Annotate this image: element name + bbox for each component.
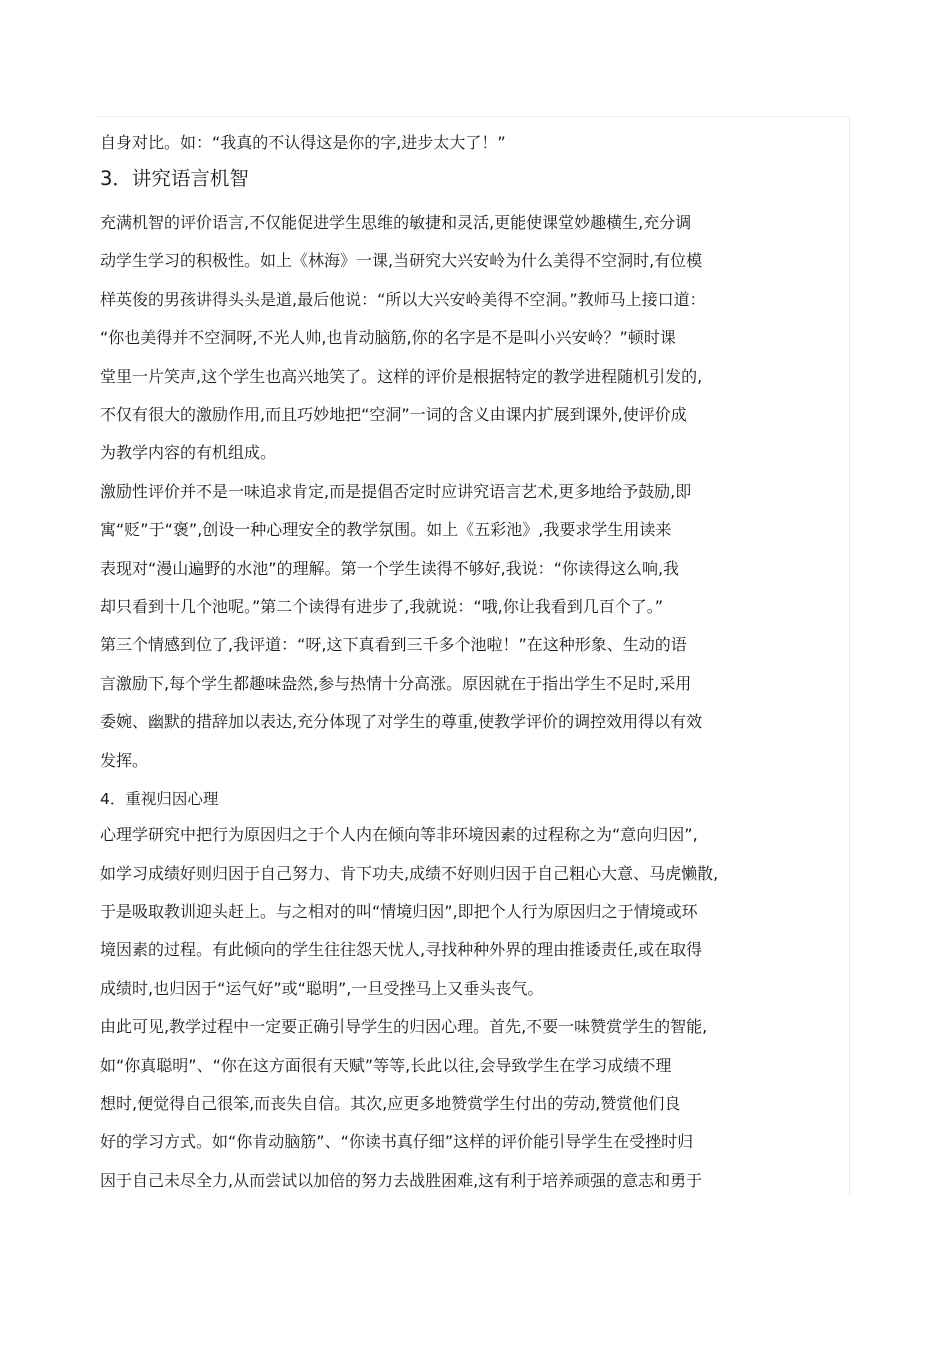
text-line: 成绩时,也归因于“运气好”或“聪明”,一旦受挫马上又垂头丧气。: [100, 978, 544, 998]
text-line: 却只看到十几个池呢。”第二个读得有进步了,我就说：“哦,你让我看到几百个了。”: [100, 597, 664, 617]
text-line: 表现对“漫山遍野的水池”的理解。第一个学生读得不够好,我说：“你读得这么响,我: [100, 558, 680, 578]
text-line: 境因素的过程。有此倾向的学生往往怨天忧人,寻找种种外界的理由推诿责任,或在取得: [100, 940, 703, 960]
section-4-paragraph-2: [100, 1008, 820, 1200]
text-line: 寓“贬”于“褒”,创设一种心理安全的教学氛围。如上《五彩池》,我要求学生用读来: [100, 520, 672, 540]
section-4-heading: 4．重视归因心理: [100, 790, 219, 809]
intro-line: 自身对比。如：“我真的不认得这是你的字,进步太大了！”: [100, 133, 506, 152]
text-line: 不仅有很大的激励作用,而且巧妙地把“空洞”一词的含义由课内扩展到课外,使评价成: [100, 405, 687, 425]
text-line: 委婉、幽默的措辞加以表达,充分体现了对学生的尊重,使教学评价的调控效用得以有效: [100, 712, 703, 732]
text-line: 堂里一片笑声,这个学生也高兴地笑了。这样的评价是根据特定的教学进程随机引发的,: [100, 366, 703, 386]
text-line: 言激励下,每个学生都趣味盎然,参与热情十分高涨。原因就在于指出学生不足时,采用: [100, 673, 692, 693]
text-line: 第三个情感到位了,我评道：“呀,这下真看到三千多个池啦！”在这种形象、生动的语: [100, 635, 687, 655]
section-3-paragraph-1: [100, 204, 820, 473]
section-3-paragraph-2: [100, 473, 820, 780]
section-4-paragraph-1: [100, 816, 820, 1008]
text-line: 为教学内容的有机组成。: [100, 443, 277, 463]
text-line: 好的学习方式。如“你肯动脑筋”、“你读书真仔细”这样的评价能引导学生在受挫时归: [100, 1132, 694, 1152]
text-line: 由此可见,教学过程中一定要正确引导学生的归因心理。首先,不要一味赞赏学生的智能,: [100, 1017, 708, 1037]
text-line: 发挥。: [100, 750, 149, 770]
text-line: 样英俊的男孩讲得头头是道,最后他说：“所以大兴安岭美得不空洞。”教师马上接口道：: [100, 289, 706, 309]
text-line: 激励性评价并不是一味追求肯定,而是提倡否定时应讲究语言艺术,更多地给予鼓励,即: [100, 481, 692, 501]
section-3-heading: 3．讲究语言机智: [100, 167, 249, 190]
document-body: [100, 126, 820, 1200]
text-line: 想时,便觉得自己很笨,而丧失自信。其次,应更多地赞赏学生付出的劳动,赞赏他们良: [100, 1093, 681, 1113]
text-line: 如“你真聪明”、“你在这方面很有天赋”等等,长此以往,会导致学生在学习成绩不理: [100, 1055, 672, 1075]
text-line: 于是吸取教训迎头赶上。与之相对的叫“情境归因”,即把个人行为原因归之于情境或环: [100, 901, 698, 921]
text-line: 因于自己未尽全力,从而尝试以加倍的努力去战胜困难,这有利于培养顽强的意志和勇于: [100, 1170, 703, 1190]
text-line: 如学习成绩好则归因于自己努力、肯下功夫,成绩不好则归因于自己粗心大意、马虎懒散,: [100, 863, 719, 883]
text-line: 心理学研究中把行为原因归之于个人内在倾向等非环境因素的过程称之为“意向归因”,: [100, 825, 698, 845]
text-line: 充满机智的评价语言,不仅能促进学生思维的敏捷和灵活,更能使课堂妙趣横生,充分调: [100, 213, 692, 232]
text-line: 动学生学习的积极性。如上《林海》一课,当研究大兴安岭为什么美得不空洞时,有位模: [100, 251, 703, 271]
text-line: “你也美得并不空洞呀,不光人帅,也肯动脑筋,你的名字是不是叫小兴安岭？”顿时课: [100, 328, 676, 348]
